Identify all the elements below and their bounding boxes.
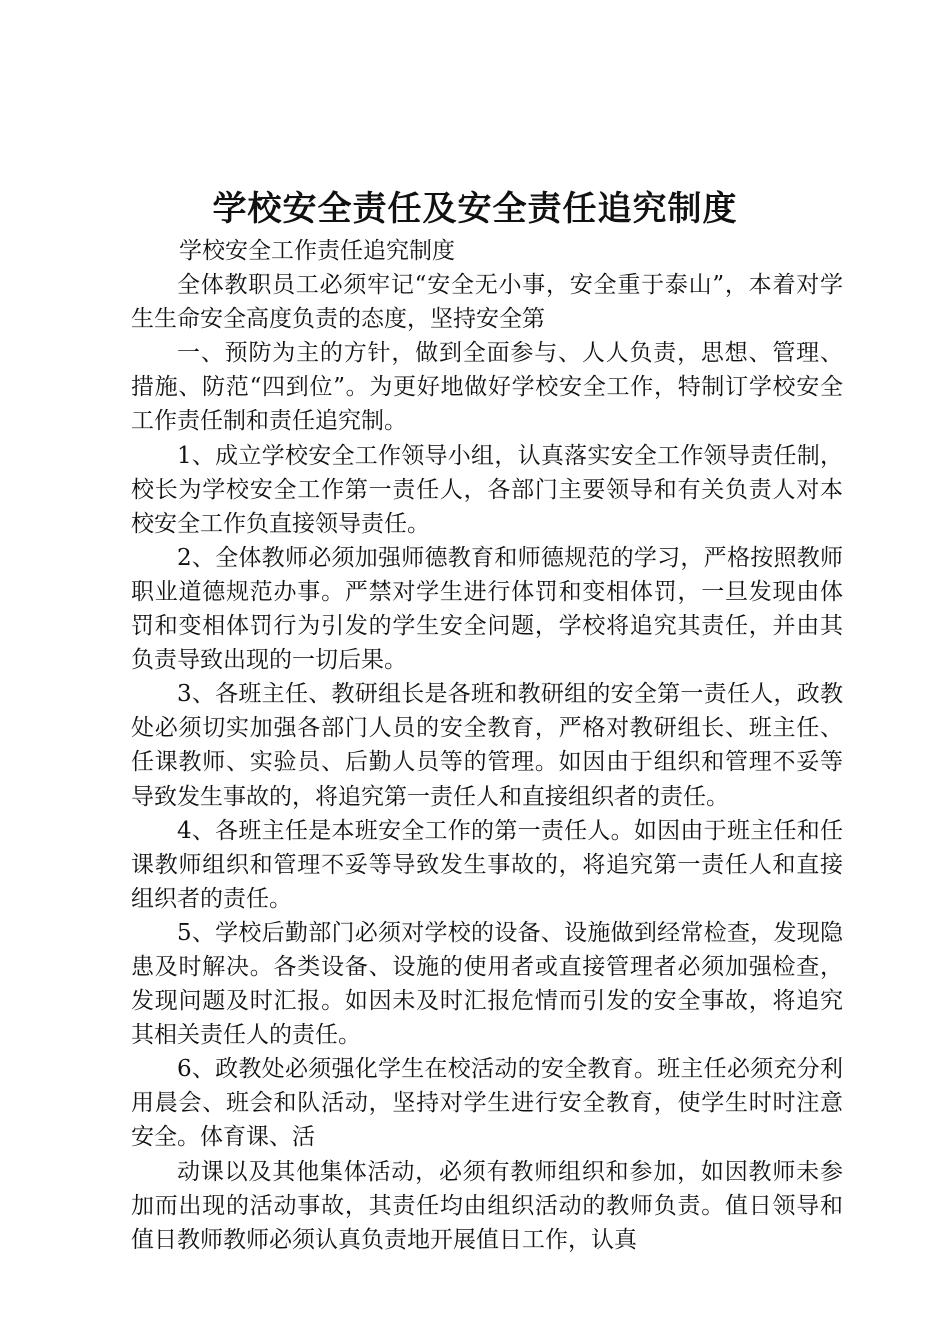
paragraph-item-6: 6、政教处必须强化学生在校活动的安全教育。班主任必须充分利用晨会、班会和队活动，坚持对学生进行安全教育，使学生时时注意安全。体育课、活 bbox=[131, 1056, 843, 1151]
paragraph-item-4: 4、各班主任是本班安全工作的第一责任人。如因由于班主任和任课教师组织和管理不妥等导致发生事故的，将追究第一责任人和直接组织者的责任。 bbox=[131, 817, 843, 912]
document-title: 学校安全责任及安全责任追究制度 bbox=[212, 189, 738, 229]
paragraph-item-3: 3、各班主任、教研组长是各班和教研组的安全第一责任人，政教处必须切实加强各部门人员的安全教育，严格对教研组长、班主任、任课教师、实验员、后勤人员等的管理。如因由于组织和管理不妥等导致发生事故的，将追究第一责任人和直接组织者的责任。 bbox=[131, 681, 843, 810]
paragraph-principle: 一、预防为主的方针，做到全面参与、人人负责，思想、管理、措施、防范“四到位”。为更好地做好学校安全工作，特制订学校安全工作责任制和责任追究制。 bbox=[131, 340, 843, 435]
document-body bbox=[131, 234, 843, 1257]
paragraph-item-5: 5、学校后勤部门必须对学校的设备、设施做到经常检查，发现隐患及时解决。各类设备、设施的使用者或直接管理者必须加强检查，发现问题及时汇报。如因未及时汇报危情而引发的安全事故，将追究其相关责任人的责任。 bbox=[131, 919, 843, 1049]
paragraph-intro: 全体教职员工必须牢记“安全无小事，安全重于泰山”，本着对学生生命安全高度负责的态度，坚持安全第 bbox=[131, 272, 843, 333]
paragraph-item-1: 1、成立学校安全工作领导小组，认真落实安全工作领导责任制，校长为学校安全工作第一责任人，各部门主要领导和有关负责人对本校安全工作负直接领导责任。 bbox=[131, 442, 843, 537]
subtitle-paragraph: 学校安全工作责任追究制度 bbox=[179, 238, 455, 264]
paragraph-continuation: 动课以及其他集体活动，必须有教师组织和参加，如因教师未参加而出现的活动事故，其责任均由组织活动的教师负责。值日领导和值日教师教师必须认真负责地开展值日工作，认真 bbox=[131, 1158, 843, 1253]
paragraph-item-2: 2、全体教师必须加强师德教育和师德规范的学习，严格按照教师职业道德规范办事。严禁对学生进行体罚和变相体罚，一旦发现由体罚和变相体罚行为引发的学生安全问题，学校将追究其责任，并由其负责导致出现的一切后果。 bbox=[131, 544, 843, 674]
